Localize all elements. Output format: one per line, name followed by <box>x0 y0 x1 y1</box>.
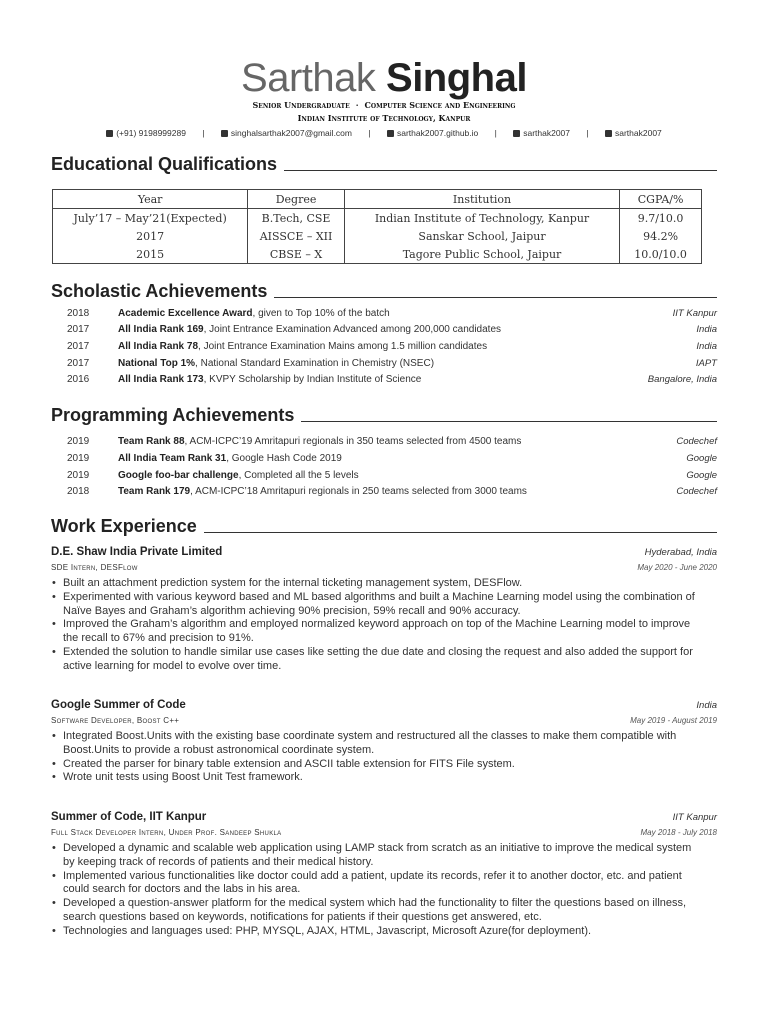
item-highlight: Google foo-bar challenge <box>118 470 239 481</box>
job-org: Summer of Code, IIT Kanpur <box>51 811 207 823</box>
job-bullets <box>51 730 703 785</box>
bullet-item: • Improved the Graham’s algorithm and employed normalized keyword approach on top of the Machine Learning model to improve the recall to 67% and precision to 91%. <box>63 618 703 646</box>
item-highlight: Team Rank 179 <box>118 486 191 497</box>
tagline-dot: · <box>355 100 359 110</box>
tagline-department: Computer Science and Engineering <box>364 100 516 110</box>
bullet-item: • Built an attachment prediction system for the internal ticketing management system, DESFlow. <box>63 577 703 591</box>
item-place: Google <box>686 470 717 481</box>
table-row <box>53 227 702 245</box>
item-highlight: All India Team Rank 31 <box>118 453 227 464</box>
contact-bar <box>0 128 768 138</box>
bullet-item: • Developed a question-answer platform for the medical system which had the functionality to filter the questions based on illness, search questions based on keywords, notifications for patients if their questions get answered, etc. <box>63 897 703 925</box>
separator: | <box>494 128 497 138</box>
job-role: SDE Intern, DESFlow <box>51 563 138 572</box>
section-work <box>51 515 717 537</box>
item-desc <box>118 434 521 450</box>
table-cell: Indian Institute of Technology, Kanpur <box>344 209 619 228</box>
item-text: , given to Top 10% of the batch <box>252 308 390 319</box>
github-link[interactable]: sarthak2007 <box>523 128 571 138</box>
bullet-item: • Created the parser for binary table extension and ASCII table extension for FITS File system. <box>63 758 703 772</box>
separator: | <box>586 128 589 138</box>
phone-icon <box>106 130 113 137</box>
item-text: , Joint Entrance Examination Advanced among 200,000 candidates <box>203 324 502 335</box>
item-text: , ACM-ICPC’18 Amritapuri regionals in 250 teams selected from 3000 teams <box>190 486 527 497</box>
section-rule <box>204 532 717 533</box>
job-dates: May 2018 - July 2018 <box>640 828 717 837</box>
table-cell: July’17 – May’21(Expected) <box>53 209 248 228</box>
job-entry <box>51 546 717 686</box>
table-cell: B.Tech, CSE <box>248 209 345 228</box>
table-header: CGPA/% <box>620 190 702 209</box>
job-place: India <box>696 700 717 711</box>
section-title: Scholastic Achievements <box>51 281 268 301</box>
table-cell: 10.0/10.0 <box>620 245 702 264</box>
item-year: 2019 <box>67 470 90 481</box>
email-icon <box>221 130 228 137</box>
job-place: Hyderabad, India <box>644 547 717 558</box>
tagline-level: Senior Undergraduate <box>252 100 350 110</box>
last-name: Singhal <box>386 56 527 100</box>
item-text: , Google Hash Code 2019 <box>226 453 342 464</box>
section-education <box>51 153 717 175</box>
bullet-item: • Integrated Boost.Units with the existing base coordinate system and restructured all the classes to make them compatible with Boost.Units to provide a robust astronomical coordinate system. <box>63 730 703 758</box>
bullet-item: • Experimented with various keyword based and ML based algorithms and built a Machine Learning model using the combination of Naïve Bayes and Graham’s algorithm achieving 90% precision, 59% recall and 90% accuracy. <box>63 591 703 619</box>
section-title: Work Experience <box>51 516 197 536</box>
phone-number: (+91) 9198999289 <box>116 128 186 138</box>
item-place: IIT Kanpur <box>672 308 717 319</box>
table-header-row <box>53 190 702 209</box>
job-org: D.E. Shaw India Private Limited <box>51 546 223 558</box>
separator: | <box>202 128 205 138</box>
list-item <box>67 484 717 500</box>
item-desc <box>118 451 342 467</box>
job-bullets <box>51 842 703 939</box>
list-item <box>67 339 717 355</box>
item-highlight: All India Rank 78 <box>118 341 199 352</box>
item-highlight: Academic Excellence Award <box>118 308 253 319</box>
table-header: Year <box>53 190 248 209</box>
list-item <box>67 434 717 450</box>
table-cell: Tagore Public School, Jaipur <box>344 245 619 264</box>
bullet-item: • Implemented various functionalities like doctor could add a patient, update its records, refer it to another doctor, etc. and patient could search for doctors and the labs in his area. <box>63 870 703 898</box>
table-header: Degree <box>248 190 345 209</box>
first-name: Sarthak <box>241 56 376 100</box>
table-cell: 94.2% <box>620 227 702 245</box>
item-desc <box>118 356 434 372</box>
item-highlight: Team Rank 88 <box>118 436 185 447</box>
item-year: 2019 <box>67 436 90 447</box>
item-text: , Joint Entrance Examination Mains among 1.5 million candidates <box>198 341 488 352</box>
list-item <box>67 322 717 338</box>
item-highlight: National Top 1% <box>118 358 196 369</box>
website-link[interactable]: sarthak2007.github.io <box>396 128 479 138</box>
section-title: Programming Achievements <box>51 405 295 425</box>
table-cell: 9.7/10.0 <box>620 209 702 228</box>
job-entry <box>51 699 717 799</box>
item-text: , National Standard Examination in Chemistry (NSEC) <box>195 358 435 369</box>
bullet-item: • Extended the solution to handle similar use cases like setting the due date and closing the request and also added the support for active learning for model to evolve over time. <box>63 646 703 674</box>
item-place: India <box>696 341 717 352</box>
education-table <box>52 189 702 264</box>
bullet-item: • Wrote unit tests using Boost Unit Test framework. <box>63 771 703 785</box>
item-place: Codechef <box>676 486 717 497</box>
item-place: India <box>696 324 717 335</box>
item-year: 2017 <box>67 324 90 335</box>
github-icon <box>513 130 520 137</box>
job-org: Google Summer of Code <box>51 699 186 711</box>
section-rule <box>284 170 717 171</box>
item-place: Google <box>686 453 717 464</box>
item-desc <box>118 372 421 388</box>
job-dates: May 2020 - June 2020 <box>637 563 717 572</box>
list-item <box>67 306 717 322</box>
table-header: Institution <box>344 190 619 209</box>
item-year: 2018 <box>67 308 90 319</box>
item-desc <box>118 339 487 355</box>
list-item <box>67 372 717 388</box>
item-year: 2019 <box>67 453 90 464</box>
item-year: 2017 <box>67 341 90 352</box>
item-desc <box>118 322 501 338</box>
item-highlight: All India Rank 173 <box>118 374 204 385</box>
section-title: Educational Qualifications <box>51 154 278 174</box>
email-link[interactable]: singhalsarthak2007@gmail.com <box>230 128 352 138</box>
item-desc <box>118 306 390 322</box>
item-year: 2018 <box>67 486 90 497</box>
job-place: IIT Kanpur <box>672 812 717 823</box>
table-cell: 2015 <box>53 245 248 264</box>
table-cell: 2017 <box>53 227 248 245</box>
table-cell: CBSE – X <box>248 245 345 264</box>
item-text: , ACM-ICPC’19 Amritapuri regionals in 350 teams selected from 4500 teams <box>184 436 522 447</box>
section-rule <box>274 297 717 298</box>
item-place: Codechef <box>676 436 717 447</box>
list-item <box>67 468 717 484</box>
table-cell: Sanskar School, Jaipur <box>344 227 619 245</box>
item-year: 2017 <box>67 358 90 369</box>
item-year: 2016 <box>67 374 90 385</box>
item-place: IAPT <box>695 358 717 369</box>
item-desc <box>118 484 527 500</box>
job-bullets <box>51 577 703 674</box>
linkedin-link[interactable]: sarthak2007 <box>614 128 662 138</box>
list-item <box>67 356 717 372</box>
section-rule <box>301 421 717 422</box>
item-text: , Completed all the 5 levels <box>238 470 359 481</box>
item-place: Bangalore, India <box>647 374 717 385</box>
list-item <box>67 451 717 467</box>
tagline <box>0 100 768 110</box>
bullet-item: • Technologies and languages used: PHP, MYSQL, AJAX, HTML, Javascript, Microsoft Azure(for deployment). <box>63 925 703 939</box>
job-role: Full Stack Developer Intern, Under Prof. Sandeep Shukla <box>51 828 282 837</box>
item-text: , KVPY Scholarship by Indian Institute of Science <box>203 374 422 385</box>
item-desc <box>118 468 359 484</box>
section-scholastic <box>51 280 717 302</box>
institute-line: Indian Institute of Technology, Kanpur <box>297 113 471 123</box>
job-role: Software Developer, Boost C++ <box>51 716 180 725</box>
linkedin-icon <box>605 130 612 137</box>
job-entry <box>51 811 717 951</box>
section-programming <box>51 404 717 426</box>
table-row <box>53 245 702 264</box>
item-highlight: All India Rank 169 <box>118 324 204 335</box>
bullet-item: • Developed a dynamic and scalable web application using LAMP stack from scratch as an initiative to improve the medical system by keeping track of records of patients and their medical history. <box>63 842 703 870</box>
separator: | <box>368 128 371 138</box>
table-row <box>53 209 702 228</box>
home-icon <box>387 130 394 137</box>
job-dates: May 2019 - August 2019 <box>630 716 717 725</box>
candidate-name <box>0 56 768 100</box>
table-cell: AISSCE – XII <box>248 227 345 245</box>
